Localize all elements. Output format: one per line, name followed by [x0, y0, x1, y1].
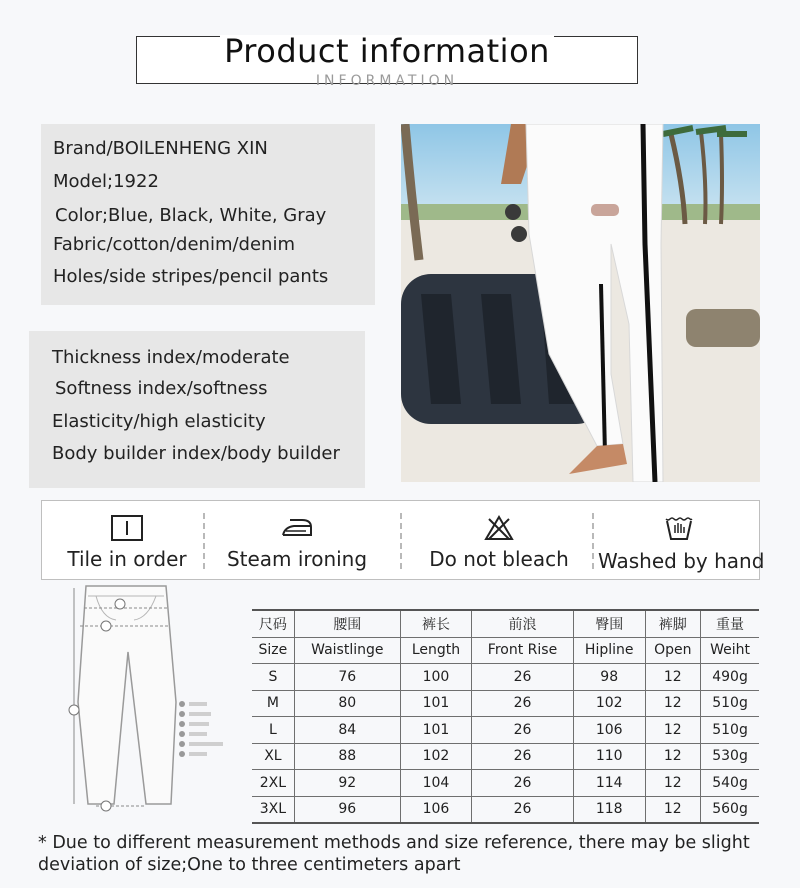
- size-table: [252, 609, 759, 824]
- header-cell-en: Length: [400, 637, 471, 664]
- care-instructions: [41, 500, 765, 580]
- table-cell: 101: [400, 690, 471, 717]
- table-cell: M: [252, 690, 294, 717]
- flat-dry-icon: [111, 515, 143, 545]
- care-divider: [203, 513, 205, 569]
- table-cell: 12: [645, 770, 701, 797]
- measurement-drawing: [36, 582, 226, 834]
- table-row: [252, 690, 759, 717]
- header-cell-en: Weiht: [701, 637, 759, 664]
- spec-panel-basic: [41, 124, 375, 305]
- table-cell: S: [252, 664, 294, 691]
- spec-thickness: Thickness index/moderate: [52, 347, 290, 368]
- table-cell: 114: [573, 770, 645, 797]
- header-cell-en: Size: [252, 637, 294, 664]
- table-cell: 560g: [701, 796, 759, 823]
- table-cell: L: [252, 717, 294, 744]
- table-header-cn: [252, 610, 759, 637]
- table-cell: 80: [294, 690, 400, 717]
- table-row: [252, 717, 759, 744]
- table-row: [252, 770, 759, 797]
- table-row: [252, 796, 759, 823]
- spec-brand: Brand/BOlLENHENG XIN: [53, 138, 268, 159]
- header-cell-cn: 前浪: [472, 610, 574, 637]
- spec-fabric: Fabric/cotton/denim/denim: [53, 234, 295, 255]
- hand-wash-icon: [664, 515, 694, 545]
- care-divider: [400, 513, 402, 569]
- table-cell: 26: [472, 796, 574, 823]
- header-cell-cn: 臀围: [573, 610, 645, 637]
- spec-style: Holes/side stripes/pencil pants: [53, 266, 329, 287]
- table-cell: 100: [400, 664, 471, 691]
- header-cell-cn: 尺码: [252, 610, 294, 637]
- table-cell: 110: [573, 743, 645, 770]
- table-row: [252, 664, 759, 691]
- header-cell-cn: 重量: [701, 610, 759, 637]
- care-label-steam-iron: Steam ironing: [226, 547, 368, 571]
- spec-panel-feel: [29, 331, 365, 488]
- table-cell: 12: [645, 743, 701, 770]
- product-photo: [401, 124, 760, 482]
- care-label-flat-dry: Tile in order: [67, 547, 187, 571]
- no-bleach-icon: [484, 515, 514, 545]
- header-cell-en: Waistlinge: [294, 637, 400, 664]
- page-subtitle: INFORMATION: [315, 73, 459, 89]
- table-cell: 26: [472, 664, 574, 691]
- table-cell: 26: [472, 717, 574, 744]
- header-cell-en: Front Rise: [472, 637, 574, 664]
- table-cell: 76: [294, 664, 400, 691]
- table-cell: 26: [472, 690, 574, 717]
- header-cell-cn: 腰围: [294, 610, 400, 637]
- size-deviation-note: * Due to different measurement methods and size reference, there may be slight deviation of size;One to three centimeters apart: [38, 833, 750, 875]
- care-item-flat-dry: [50, 501, 204, 579]
- table-cell: 92: [294, 770, 400, 797]
- table-cell: 102: [400, 743, 471, 770]
- table-cell: 490g: [701, 664, 759, 691]
- table-cell: 101: [400, 717, 471, 744]
- table-cell: 540g: [701, 770, 759, 797]
- care-item-hand-wash: [598, 501, 765, 579]
- table-cell: 3XL: [252, 796, 294, 823]
- spec-softness: Softness index/softness: [55, 378, 268, 399]
- table-row: [252, 743, 759, 770]
- care-label-no-bleach: Do not bleach: [429, 547, 569, 571]
- table-cell: 530g: [701, 743, 759, 770]
- table-cell: 106: [400, 796, 471, 823]
- care-item-steam-iron: [212, 501, 382, 579]
- table-cell: 88: [294, 743, 400, 770]
- page-title: Product information: [220, 35, 554, 67]
- title-box: [136, 32, 638, 89]
- table-cell: 118: [573, 796, 645, 823]
- table-cell: 84: [294, 717, 400, 744]
- spec-color: Color;Blue, Black, White, Gray: [55, 205, 327, 226]
- header-cell-cn: 裤长: [400, 610, 471, 637]
- table-cell: 12: [645, 690, 701, 717]
- header-cell-en: Hipline: [573, 637, 645, 664]
- table-cell: 26: [472, 743, 574, 770]
- spec-model: Model;1922: [53, 171, 159, 192]
- table-cell: 12: [645, 717, 701, 744]
- care-label-hand-wash: Washed by hand: [598, 549, 765, 573]
- table-cell: 26: [472, 770, 574, 797]
- spec-body-builder: Body builder index/body builder: [52, 443, 340, 464]
- table-cell: 102: [573, 690, 645, 717]
- table-cell: 106: [573, 717, 645, 744]
- table-cell: 12: [645, 664, 701, 691]
- table-cell: 104: [400, 770, 471, 797]
- table-cell: 96: [294, 796, 400, 823]
- table-cell: XL: [252, 743, 294, 770]
- iron-icon: [280, 515, 314, 543]
- header-cell-cn: 裤脚: [645, 610, 701, 637]
- table-cell: 2XL: [252, 770, 294, 797]
- care-item-no-bleach: [408, 501, 590, 579]
- table-cell: 12: [645, 796, 701, 823]
- care-divider: [592, 513, 594, 569]
- table-header-en: [252, 637, 759, 664]
- table-cell: 98: [573, 664, 645, 691]
- spec-elasticity: Elasticity/high elasticity: [52, 411, 266, 432]
- header-cell-en: Open: [645, 637, 701, 664]
- table-cell: 510g: [701, 717, 759, 744]
- table-cell: 510g: [701, 690, 759, 717]
